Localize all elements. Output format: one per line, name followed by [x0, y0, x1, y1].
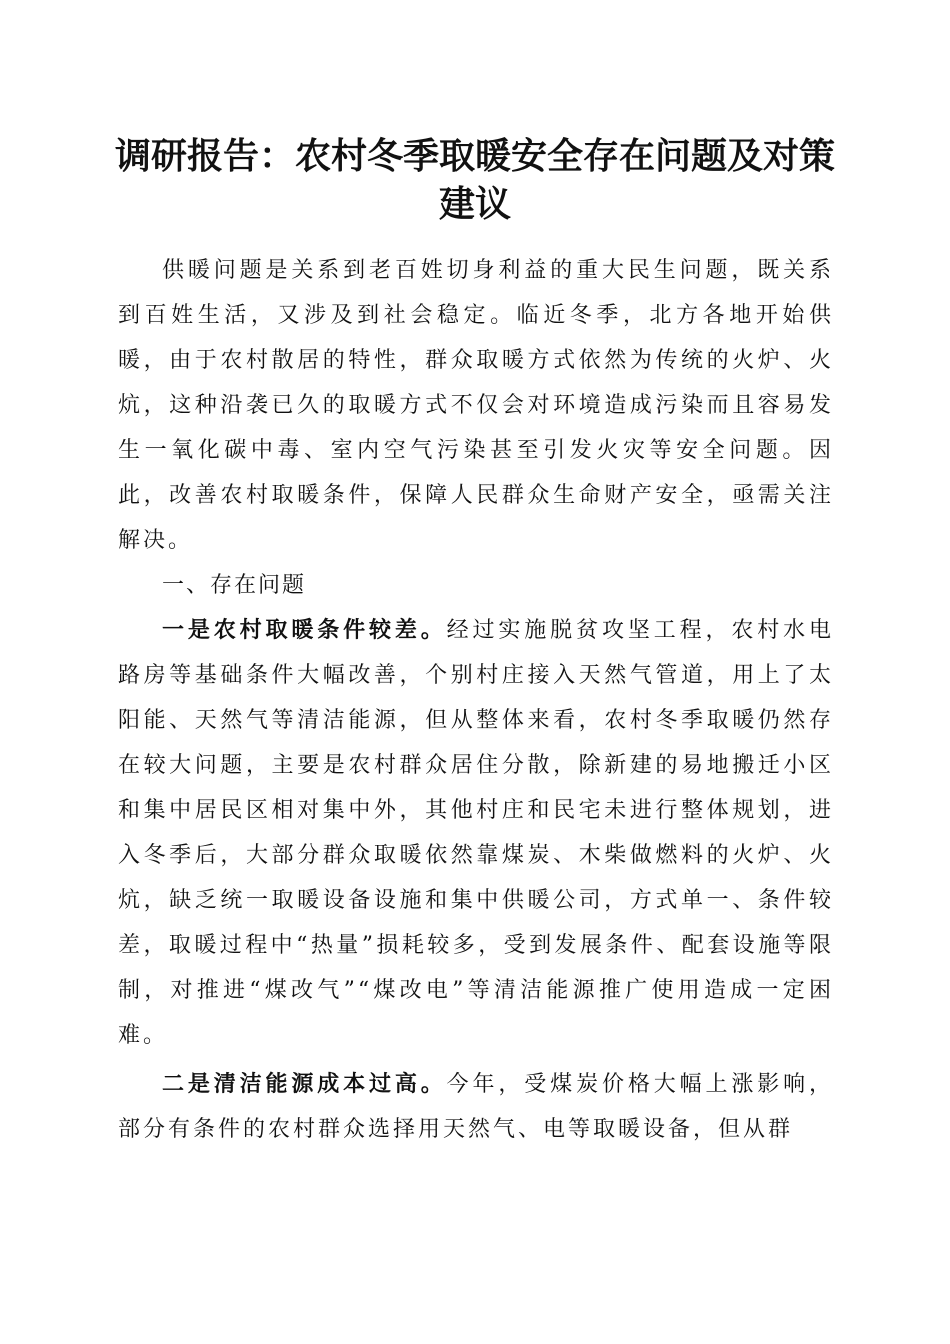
title-line-2: 建议	[438, 183, 511, 225]
title-line-1: 调研报告：农村冬季取暖安全存在问题及对策	[114, 135, 835, 177]
point-2-paragraph	[118, 1062, 834, 1152]
point-1-lead: 一是农村取暖条件较差。	[162, 618, 447, 643]
point-2-text: 今年，受煤炭价格大幅上涨影响，部分有条件的农村群众选择用天然气、电等取暖设备，但从群	[118, 1072, 834, 1142]
point-1-paragraph	[118, 608, 834, 1058]
intro-paragraph: 供暖问题是关系到老百姓切身利益的重大民生问题，既关系到百姓生活，又涉及到社会稳定。临近冬季，北方各地开始供暖，由于农村散居的特性，群众取暖方式依然为传统的火炉、火炕，这种沿袭已久的取暖方式不仅会对环境造成污染而且容易发生一氧化碳中毒、室内空气污染甚至引发火灾等安全问题。因此，改善农村取暖条件，保障人民群众生命财产安全，亟需关注解决。	[118, 258, 834, 553]
point-1-text: 经过实施脱贫攻坚工程，农村水电路房等基础条件大幅改善，个别村庄接入天然气管道，用上了太阳能、天然气等清洁能源，但从整体来看，农村冬季取暖仍然存在较大问题，主要是农村群众居住分散，除新建的易地搬迁小区和集中居民区相对集中外，其他村庄和民宅未进行整体规划，进入冬季后，大部分群众取暖依然靠煤炭、木柴做燃料的火炉、火炕，缺乏统一取暖设备设施和集中供暖公司，方式单一、条件较差，取暖过程中“热量”损耗较多，受到发展条件、配套设施等限制，对推进“煤改气”“煤改电”等清洁能源推广使用造成一定困难。	[118, 618, 834, 1048]
point-2-lead: 二是清洁能源成本过高。	[162, 1072, 447, 1097]
document-title	[100, 132, 850, 228]
document-body	[118, 248, 834, 1152]
section-heading-problems: 一、存在问题	[162, 573, 307, 598]
